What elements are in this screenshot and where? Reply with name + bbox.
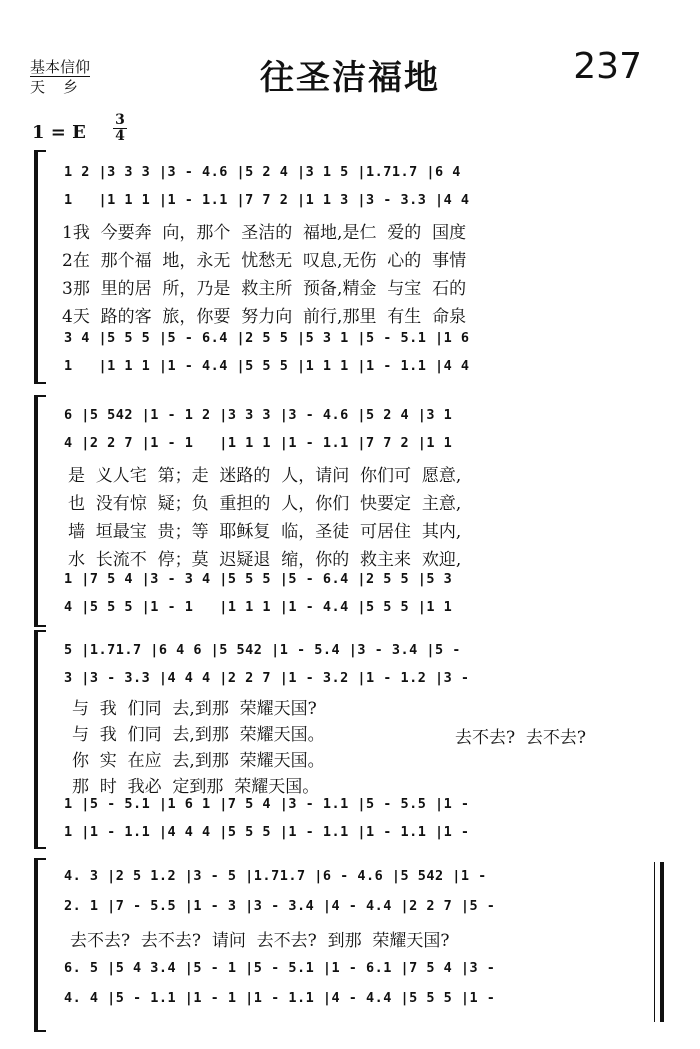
- lyric-verse-3: 3那 里的居 所，乃是 救主所 预备,精金 与宝 石的: [62, 279, 467, 299]
- hymn-number: 237: [573, 46, 642, 87]
- lyric-verse-2: 2在 那个福 地，永无 忧愁无 叹息,无伤 心的 事情: [62, 251, 467, 271]
- lyric-verse-1: 与 我 们同 去,到那 荣耀天国?: [72, 699, 317, 719]
- subcategory-label: 天乡: [30, 78, 97, 96]
- system-bracket: [34, 395, 46, 627]
- refrain-lyric: 去不去? 去不去?: [455, 728, 587, 748]
- final-thin-barline: [654, 862, 655, 1022]
- tenor-line: 1 |7 5 4 |3 - 3 4 |5 5 5 |5 - 6.4 |2 5 5 |5 3: [64, 571, 453, 587]
- time-signature: [113, 113, 127, 144]
- bass-line: 4. 4 |5 - 1.1 |1 - 1 |1 - 1.1 |4 - 4.4 |5 5 5 |1 -: [64, 990, 496, 1006]
- alto-line: 2. 1 |7 - 5.5 |1 - 3 |3 - 3.4 |4 - 4.4 |2 2 7 |5 -: [64, 898, 496, 914]
- alto-line: 1 |1 1 1 |1 - 1.1 |7 7 2 |1 1 3 |3 - 3.3 |4 4: [64, 192, 470, 208]
- lyric-verse-3: 墙 垣最宝 贵；等 耶稣复 临，圣徒 可居住 其内,: [68, 522, 462, 542]
- music-system-3: [0, 630, 700, 850]
- lyric-verse-1: 是 义人宅 第；走 迷路的 人，请问 你们可 愿意,: [68, 466, 462, 486]
- tenor-line: 6. 5 |5 4 3.4 |5 - 1 |5 - 5.1 |1 - 6.1 |7 5 4 |3 -: [64, 960, 496, 976]
- lyric-verse-4: 那 时 我必 定到那 荣耀天国。: [72, 777, 320, 797]
- soprano-line: 4. 3 |2 5 1.2 |3 - 5 |1.71.7 |6 - 4.6 |5 542 |1 -: [64, 868, 487, 884]
- bass-line: 4 |5 5 5 |1 - 1 |1 1 1 |1 - 4.4 |5 5 5 |1 1: [64, 599, 453, 615]
- lyric-verse-4: 水 长流不 停；莫 迟疑退 缩，你的 救主来 欢迎,: [68, 550, 462, 570]
- lyric-verse-3: 你 实 在应 去,到那 荣耀天国。: [72, 751, 325, 771]
- bass-line: 1 |1 - 1.1 |4 4 4 |5 5 5 |1 - 1.1 |1 - 1.1 |1 -: [64, 824, 470, 840]
- lyric-verse-1: 1我 今要奔 向，那个 圣洁的 福地,是仁 爱的 国度: [62, 223, 467, 243]
- bass-line: 1 |1 1 1 |1 - 4.4 |5 5 5 |1 1 1 |1 - 1.1 |4 4: [64, 358, 470, 374]
- tenor-line: 1 |5 - 5.1 |1 6 1 |7 5 4 |3 - 1.1 |5 - 5.5 |1 -: [64, 796, 470, 812]
- music-system-2: [0, 395, 700, 625]
- music-system-4: [0, 858, 700, 1038]
- system-bracket: [34, 858, 46, 1032]
- key-signature: 1 = E: [32, 122, 86, 143]
- final-barline: [660, 862, 664, 1022]
- alto-line: 3 |3 - 3.3 |4 4 4 |2 2 7 |1 - 3.2 |1 - 1.2 |3 -: [64, 670, 470, 686]
- hymn-title: 往圣洁福地: [260, 58, 440, 98]
- system-bracket: [34, 150, 46, 384]
- soprano-line: 5 |1.71.7 |6 4 6 |5 542 |1 - 5.4 |3 - 3.4 |5 -: [64, 642, 461, 658]
- lyric-verse-4: 4天 路的客 旅，你要 努力向 前行,那里 有生 命泉: [62, 307, 467, 327]
- alto-line: 4 |2 2 7 |1 - 1 |1 1 1 |1 - 1.1 |7 7 2 |1 1: [64, 435, 453, 451]
- system-bracket: [34, 630, 46, 849]
- lyric-verse-2: 与 我 们同 去,到那 荣耀天国。: [72, 725, 325, 745]
- soprano-line: 1 2 |3 3 3 |3 - 4.6 |5 2 4 |3 1 5 |1.71.7 |6 4: [64, 164, 461, 180]
- soprano-line: 6 |5 542 |1 - 1 2 |3 3 3 |3 - 4.6 |5 2 4 |3 1: [64, 407, 453, 423]
- category-label: 基本信仰: [30, 58, 91, 76]
- tenor-line: 3 4 |5 5 5 |5 - 6.4 |2 5 5 |5 3 1 |5 - 5.1 |1 6: [64, 330, 470, 346]
- music-system-1: [0, 150, 700, 385]
- lyric-verse-2: 也 没有惊 疑；负 重担的 人，你们 快要定 主意,: [68, 494, 462, 514]
- time-numerator: 3: [115, 112, 125, 128]
- time-denominator: 4: [113, 128, 127, 144]
- lyric-final: 去不去? 去不去? 请问 去不去? 到那 荣耀天国?: [70, 931, 450, 951]
